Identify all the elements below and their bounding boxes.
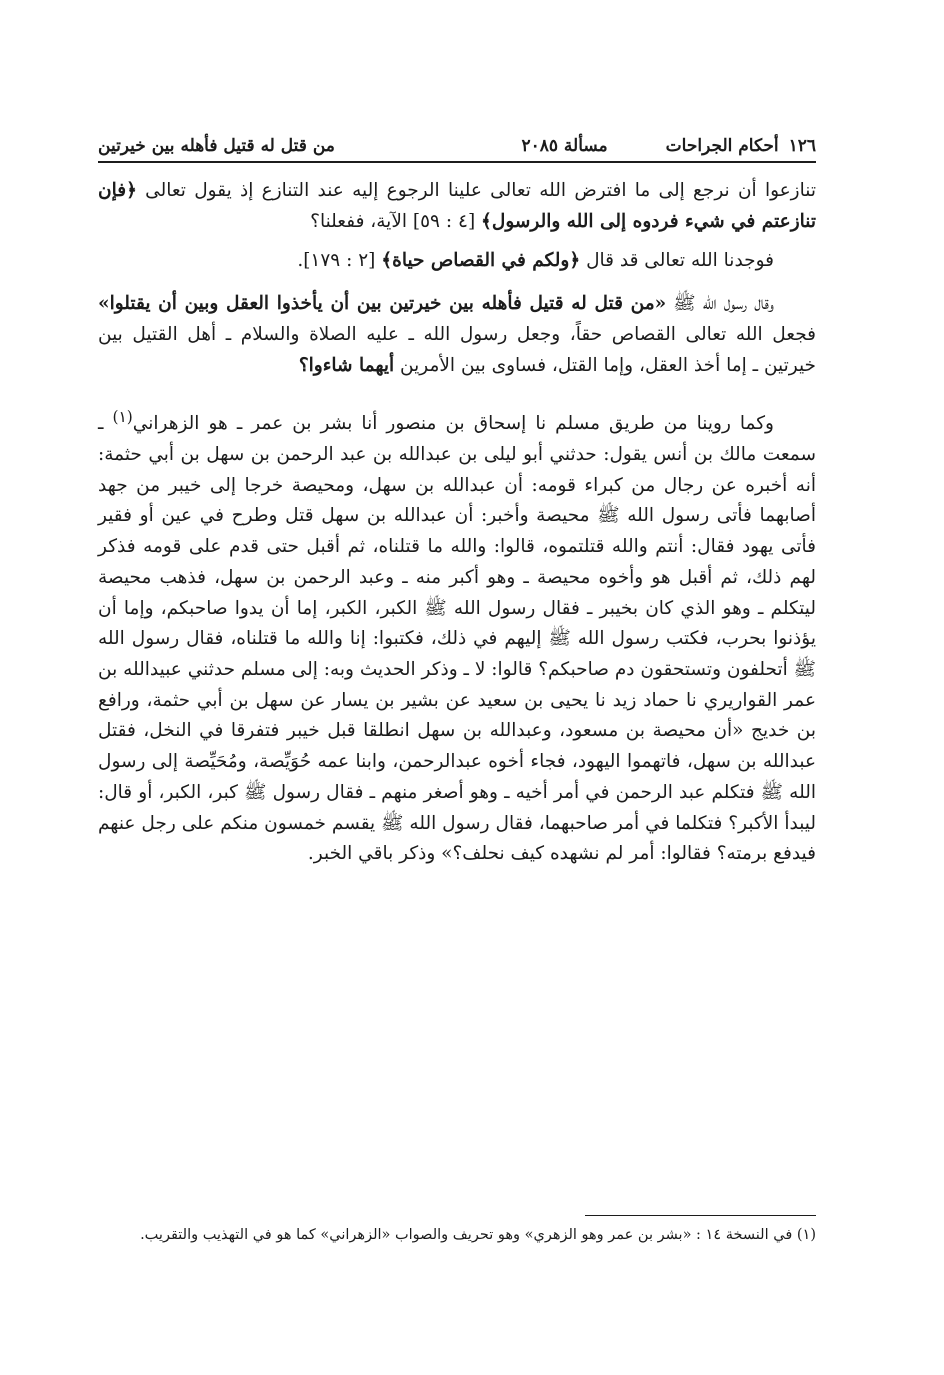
page-number: ١٢٦: [788, 136, 816, 156]
footnote-ref: (١): [112, 408, 133, 427]
quran-verse: ﴿ولكم في القصاص حياة﴾: [381, 250, 581, 272]
book-title: أحكام الجراحات: [665, 136, 779, 156]
body-text: [98, 176, 816, 870]
paragraph-3: وقال رسول الله ﷺ «من قتل له قتيل فأهله بين خيرتين بين أن يأخذوا العقل وبين أن يقتلوا» فجعل الله تعالى القصاص حقاً، وجعل رسول الله ـ عليه الصلاة والسلام ـ أهل القتيل بين خيرتين ـ إما أخذ العقل، وإما القتل، فساوى بين الأمرين أيهما شاءوا؟: [98, 293, 816, 376]
header-rule: [98, 161, 816, 163]
chapter-title: من قتل له قتيل فأهله بين خيرتين: [98, 136, 335, 156]
hadith-quote: «من قتل له قتيل فأهله بين خيرتين بين أن يأخذوا العقل وبين أن يقتلوا»: [98, 293, 667, 315]
issue-number: مسألة ٢٠٨٥: [521, 136, 608, 156]
footnote: (١) في النسخة ١٤ : «بشر بن عمر وهو الزهري» وهو تحريف والصواب «الزهراني» كما هو في التهذيب والتقريب.: [140, 1227, 816, 1243]
quran-verse: ﴿فإن تنازعتم في شيء فردوه إلى الله والرسول﴾: [98, 180, 816, 232]
running-header: [98, 120, 816, 156]
paragraph-2: فوجدنا الله تعالى قد قال ﴿ولكم في القصاص حياة﴾ [٢ : ١٧٩].: [297, 250, 774, 272]
header-right: [521, 136, 816, 156]
footnote-rule: [585, 1215, 816, 1216]
paragraph-4: وكما روينا من طريق مسلم نا إسحاق بن منصور أنا بشر بن عمر ـ هو الزهراني$^{(١)}$ ـ سمعت مالك بن أنس يقول: حدثني أبو ليلى بن عبدالله بن عبد الرحمن بن سهل بن أبي حثمة: أنه أخبره عن رجال من كبراء قومه: أن عبدالله بن سهل، ومحيصة خرجا إلى خيبر من جهد أصابهما فأتى رسول الله ﷺ محيصة وأخبر: أن عبدالله بن سهل قتل وطرح في عين أو فقير فأتى يهود فقال: أنتم والله قتلتموه، قالوا: والله ما قتلناه، ثم أقبل حتى قدم على قومه فذكر لهم ذلك، ثم أقبل هو وأخوه محيصة ـ وهو أكبر منه ـ وعبد الرحمن بن سهل، فذهب محيصة ليتكلم ـ وهو الذي كان بخيبر ـ فقال رسول الله ﷺ الكبر، الكبر، إما أن يدوا صاحبكم، وإما أن يؤذنوا بحرب، فكتب رسول الله ﷺ إليهم في ذلك، فكتبوا: إنا والله ما قتلناه، فقال رسول الله ﷺ أتحلفون وتستحقون دم صاحبكم؟ قالوا: لا ـ وذكر الحديث وبه: إلى مسلم حدثني عبيدالله بن عمر القواريري نا حماد زيد نا يحيى بن سعيد عن بشير بن يسار عن سهل بن أبي حثمة، ورافع بن خديج «أن محيصة بن مسعود، وعبدالله بن سهل انطلقا قبل خيبر فتفرقا في النخل، فقتل عبدالله بن سهل، فاتهموا اليهود، فجاء أخوه عبدالرحمن، وابنا عمه حُوَيِّصة، ومُحَيِّصة إلى رسول الله ﷺ فتكلم عبد الرحمن في أمر أخيه ـ وهو أصغر منهم ـ فقال رسول ﷺ كبر، الكبر، أو قال: ليبدأ الأكبر؟ فتكلما في أمر صاحبهما، فقال رسول الله ﷺ يقسم خمسون منكم على رجل عنهم فيدفع برمته؟ فقالوا: أمر لم نشهده كيف نحلف؟» وذكر باقي الخبر.: [98, 408, 816, 865]
paragraph-1: تنازعوا أن نرجع إلى ما افترض الله تعالى علينا الرجوع إليه عند التنازع إذ يقول تعالى ﴿فإن تنازعتم في شيء فردوه إلى الله والرسول﴾ [٤ : ٥٩] الآية، ففعلنا؟: [98, 180, 816, 232]
